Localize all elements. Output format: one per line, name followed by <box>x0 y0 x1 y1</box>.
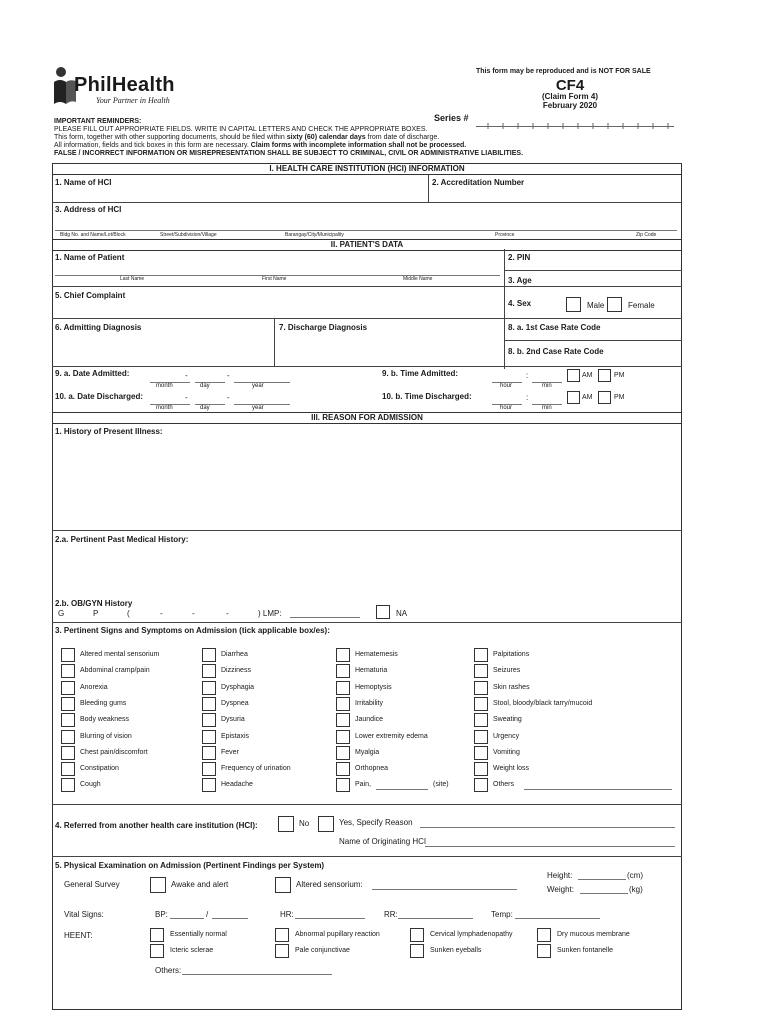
symptom-checkbox[interactable] <box>336 681 350 695</box>
year-caption: year <box>252 383 264 389</box>
heent-label-item: Pale conjunctivae <box>295 947 350 954</box>
male-checkbox[interactable] <box>566 297 581 312</box>
chief-complaint-field[interactable] <box>55 302 500 316</box>
bp-sep: / <box>206 910 209 919</box>
discharge-diagnosis-field[interactable] <box>279 334 501 364</box>
symptom-label: Urgency <box>493 732 520 740</box>
referred-no-checkbox[interactable] <box>278 816 294 832</box>
divider <box>428 175 429 202</box>
time-admitted-label: 9. b. Time Admitted: <box>382 369 459 378</box>
symptom-checkbox[interactable] <box>202 681 216 695</box>
symptom-checkbox[interactable] <box>61 664 75 678</box>
male-label: Male <box>587 301 605 310</box>
ob-dash: - <box>160 609 163 618</box>
addr-part-zip: Zip Code <box>636 232 657 238</box>
pain-site-field[interactable] <box>376 789 428 790</box>
section-1-title: I. HEALTH CARE INSTITUTION (HCI) INFORMATION <box>52 164 682 175</box>
time-admitted-field[interactable] <box>492 371 562 383</box>
temp-label: Temp: <box>491 910 513 919</box>
ob-lmp: ) LMP: <box>258 609 282 618</box>
divider <box>504 270 682 271</box>
height-field[interactable] <box>578 879 626 880</box>
brand-name: PhilHealth <box>74 74 175 96</box>
reason-field[interactable] <box>420 827 675 828</box>
symptom-checkbox[interactable] <box>336 697 350 711</box>
hci-name-field[interactable] <box>55 188 425 200</box>
symptom-label: Altered mental sensorium <box>80 651 160 658</box>
brand-tagline: Your Partner in Health <box>96 96 170 105</box>
weight-unit: (kg) <box>629 885 643 894</box>
section-3-title: III. REASON FOR ADMISSION <box>52 412 682 424</box>
accreditation-label: 2. Accreditation Number <box>432 178 525 187</box>
altered-field[interactable] <box>372 889 517 890</box>
time-discharged-label: 10. b. Time Discharged: <box>382 392 472 401</box>
symptom-label: Palpitations <box>493 651 530 658</box>
hci-address-field[interactable] <box>55 216 677 228</box>
date-admitted-label: 9. a. Date Admitted: <box>55 369 130 378</box>
symptom-checkbox[interactable] <box>474 730 488 744</box>
hr-label: HR: <box>280 910 294 919</box>
divider <box>52 286 682 287</box>
reminder-line-2c: from date of discharge. <box>365 134 440 141</box>
symptom-label: Orthopnea <box>355 765 389 773</box>
symptom-label: Dyspnea <box>221 699 249 707</box>
symptom-checkbox[interactable] <box>61 648 75 662</box>
symptom-checkbox[interactable] <box>61 713 75 727</box>
symptom-checkbox[interactable] <box>474 681 488 695</box>
divider <box>52 530 682 531</box>
pmh-label: 2.a. Pertinent Past Medical History: <box>55 535 189 544</box>
awake-checkbox[interactable] <box>150 877 166 893</box>
hci-name-label: 1. Name of HCI <box>55 178 112 187</box>
awake-label: Awake and alert <box>171 880 229 889</box>
discharge-diagnosis-label: 7. Discharge Diagnosis <box>279 323 368 332</box>
name-part-last: Last Name <box>120 276 145 282</box>
disch-pm-checkbox[interactable] <box>598 391 611 404</box>
form-name: (Claim Form 4) <box>541 92 598 101</box>
symptom-label: Seizures <box>493 667 521 675</box>
form-code: CF4 <box>555 77 585 94</box>
ob-paren: ( <box>127 609 130 618</box>
height-label: Height: <box>547 871 573 880</box>
pin-label: 2. PIN <box>508 253 531 262</box>
admitting-diagnosis-field[interactable] <box>55 334 271 364</box>
symptom-label: Chest pain/discomfort <box>80 748 148 756</box>
symptom-checkbox[interactable] <box>474 648 488 662</box>
symptom-label: Frequency of urination <box>221 765 291 773</box>
referred-yes-label: Yes, Specify Reason <box>339 818 413 827</box>
min-caption: min <box>542 383 552 389</box>
symptom-label: Hematuria <box>355 667 388 675</box>
symptom-checkbox[interactable] <box>202 762 216 776</box>
day-caption: day <box>200 405 210 411</box>
hour-caption: hour <box>500 383 513 389</box>
heent-others-label: Others: <box>155 966 182 975</box>
heent-label-item: Abnormal pupillary reaction <box>295 931 380 938</box>
day-caption: day <box>200 383 210 389</box>
reminders-title: IMPORTANT REMINDERS: <box>54 118 142 125</box>
symptom-label: Hematemesis <box>355 651 398 658</box>
symptom-checkbox[interactable] <box>336 778 350 792</box>
name-part-middle: Middle Name <box>403 276 433 282</box>
ob-p: P <box>93 609 99 618</box>
pin-field[interactable] <box>530 252 678 264</box>
year-caption: year <box>252 405 264 411</box>
first-case-rate-label: 8. a. 1st Case Rate Code <box>508 323 601 332</box>
section-2-title: II. PATIENT'S DATA <box>52 239 682 251</box>
sep: : <box>526 393 529 402</box>
min-caption: min <box>542 405 552 411</box>
symptom-label: Dizziness <box>221 667 251 675</box>
date-discharged-label: 10. a. Date Discharged: <box>55 392 144 401</box>
sep: - <box>185 371 188 380</box>
obgyn-label: 2.b. OB/GYN History <box>55 599 133 608</box>
symptom-label: Others <box>493 781 515 789</box>
series-number-field[interactable] <box>476 116 674 127</box>
symptom-checkbox[interactable] <box>202 697 216 711</box>
heent-others-field[interactable] <box>182 974 332 975</box>
symptom-label: Weight loss <box>493 765 530 773</box>
symptom-label: Anorexia <box>80 683 108 691</box>
symptom-checkbox[interactable] <box>202 746 216 760</box>
heent-label: HEENT: <box>64 931 93 940</box>
symptom-label: Lower extremity edema <box>355 732 428 740</box>
divider <box>52 622 682 623</box>
heent-checkbox[interactable] <box>275 944 289 958</box>
divider <box>274 318 275 366</box>
heent-checkbox[interactable] <box>150 928 164 942</box>
others-field[interactable] <box>524 789 672 790</box>
rr-label: RR: <box>384 910 398 919</box>
altered-checkbox[interactable] <box>275 877 291 893</box>
not-for-sale-notice: This form may be reproduced and is NOT FOR SALE <box>476 68 651 75</box>
age-label: 3. Age <box>508 276 532 285</box>
ob-na-label: NA <box>396 609 408 618</box>
address-underline <box>55 230 677 231</box>
symptom-label: Skin rashes <box>493 683 530 691</box>
symptom-label: Jaundice <box>355 716 384 724</box>
symptom-checkbox[interactable] <box>202 648 216 662</box>
referred-yes-checkbox[interactable] <box>318 816 334 832</box>
chief-complaint-label: 5. Chief Complaint <box>55 291 126 300</box>
sep: - <box>185 393 188 402</box>
symptom-checkbox[interactable] <box>336 648 350 662</box>
divider <box>52 318 682 319</box>
heent-label-item: Sunken fontanelle <box>557 947 614 954</box>
sep: : <box>526 371 529 380</box>
heent-label-item: Cervical lymphadenopathy <box>430 931 513 938</box>
date-discharged-field[interactable] <box>150 393 290 405</box>
heent-checkbox[interactable] <box>150 944 164 958</box>
disch-pm-label: PM <box>614 394 625 401</box>
symptom-checkbox[interactable] <box>61 730 75 744</box>
heent-label-item: Sunken eyeballs <box>430 947 482 954</box>
time-discharged-field[interactable] <box>492 393 562 405</box>
pe-label: 5. Physical Examination on Admission (Pertinent Findings per System) <box>55 861 325 870</box>
patient-name-field[interactable] <box>55 262 500 274</box>
heent-checkbox[interactable] <box>537 944 551 958</box>
form-date: February 2020 <box>542 101 598 110</box>
addr-part-street: Street/Subdivision/Village <box>160 232 217 238</box>
symptom-checkbox[interactable] <box>202 713 216 727</box>
divider <box>504 249 505 369</box>
divider <box>52 804 682 805</box>
accreditation-field[interactable] <box>432 188 678 200</box>
symptom-checkbox[interactable] <box>336 664 350 678</box>
symptom-checkbox[interactable] <box>202 664 216 678</box>
pmh-field[interactable] <box>55 546 677 594</box>
admit-am-checkbox[interactable] <box>567 369 580 382</box>
symptom-label: Body weakness <box>80 716 130 724</box>
bp-label: BP: <box>155 910 168 919</box>
addr-part-bldg: Bldg No. and Name/Lot/Block <box>60 232 126 238</box>
vital-signs-label: Vital Signs: <box>64 910 104 919</box>
female-label: Female <box>628 301 655 310</box>
symptom-label: Cough <box>80 781 101 789</box>
divider <box>52 856 682 857</box>
ob-dash: - <box>226 609 229 618</box>
admit-am-label: AM <box>582 372 593 379</box>
symptom-label: Irritability <box>355 699 384 707</box>
series-ticks <box>476 119 674 129</box>
heent-checkbox[interactable] <box>275 928 289 942</box>
symptom-label: Dysphagia <box>221 683 255 691</box>
symptom-checkbox[interactable] <box>202 778 216 792</box>
month-caption: month <box>156 383 173 389</box>
symptom-checkbox[interactable] <box>474 697 488 711</box>
heent-checkbox[interactable] <box>410 944 424 958</box>
disch-am-checkbox[interactable] <box>567 391 580 404</box>
sex-label: 4. Sex <box>508 299 532 308</box>
philhealth-logo <box>52 66 212 110</box>
originating-hci-field[interactable] <box>425 846 675 847</box>
admitting-diagnosis-label: 6. Admitting Diagnosis <box>55 323 142 332</box>
weight-field[interactable] <box>580 893 628 894</box>
reminder-line-2a: This form, together with other supporting documents, should be filed within <box>54 134 287 141</box>
symptom-checkbox[interactable] <box>202 730 216 744</box>
hr-field[interactable] <box>295 918 365 919</box>
sep: - <box>227 371 230 380</box>
symptom-checkbox[interactable] <box>474 746 488 760</box>
month-caption: month <box>156 405 173 411</box>
series-label: Series # <box>434 113 469 123</box>
admit-pm-label: PM <box>614 372 625 379</box>
patient-name-label: 1. Name of Patient <box>55 253 125 262</box>
date-admitted-field[interactable] <box>150 371 290 383</box>
symptom-checkbox[interactable] <box>474 778 488 792</box>
ob-dash: - <box>192 609 195 618</box>
symptom-checkbox[interactable] <box>336 730 350 744</box>
symptom-label: Sweating <box>493 716 522 724</box>
heent-label-item: Icteric sclerae <box>170 947 214 954</box>
temp-field[interactable] <box>515 918 600 919</box>
symptom-label: Epistaxis <box>221 732 250 740</box>
symptom-checkbox[interactable] <box>474 713 488 727</box>
symptom-label: Abdominal cramp/pain <box>80 667 150 675</box>
symptom-label: Pain, <box>355 781 371 789</box>
signs-label: 3. Pertinent Signs and Symptoms on Admission (tick applicable box/es): <box>55 626 330 635</box>
symptom-checkbox[interactable] <box>61 762 75 776</box>
symptom-label: Diarrhea <box>221 651 248 658</box>
reminder-line-2 <box>54 134 439 141</box>
symptom-label: Bleeding gums <box>80 699 127 707</box>
symptom-label: Headache <box>221 781 253 789</box>
rr-field[interactable] <box>398 918 473 919</box>
hci-address-label: 3. Address of HCI <box>55 205 122 214</box>
symptom-checkbox[interactable] <box>474 762 488 776</box>
reminder-line-4: FALSE / INCORRECT INFORMATION OR MISREPRESENTATION SHALL BE SUBJECT TO CRIMINAL, CIVIL OR ADMINISTRATIVE LIABILITIES. <box>54 150 524 157</box>
addr-part-province: Province <box>495 232 515 238</box>
hour-caption: hour <box>500 405 513 411</box>
heent-label-item: Essentially normal <box>170 931 227 938</box>
symptom-label: Stool, bloody/black tarry/mucoid <box>493 699 593 707</box>
symptom-label: Constipation <box>80 765 119 773</box>
name-part-first: First Name <box>262 276 287 282</box>
symptom-label: Vomiting <box>493 748 520 756</box>
ob-g: G <box>58 609 65 618</box>
heent-label-item: Dry mucous membrane <box>557 931 630 938</box>
symptom-label: Fever <box>221 748 239 756</box>
symptom-label: Blurring of vision <box>80 732 132 740</box>
symptom-label: Dysuria <box>221 716 245 724</box>
addr-part-barangay: Barangay/City/Municipality <box>285 232 344 238</box>
general-survey-label: General Survey <box>64 880 120 889</box>
symptom-checkbox[interactable] <box>61 746 75 760</box>
disch-am-label: AM <box>582 394 593 401</box>
reminder-line-3 <box>54 142 466 149</box>
symptom-checkbox[interactable] <box>61 681 75 695</box>
reminder-line-3b: Claim forms with incomplete information shall not be processed. <box>250 142 467 149</box>
reminder-line-2b: sixty (60) calendar days <box>286 134 366 141</box>
divider <box>504 340 682 341</box>
weight-label: Weight: <box>547 885 574 894</box>
reminder-line-1: PLEASE FILL OUT APPROPRIATE FIELDS. WRITE IN CAPITAL LETTERS AND CHECK THE APPROPRIATE BOXES. <box>54 126 428 133</box>
divider <box>52 366 682 367</box>
height-unit: (cm) <box>627 871 643 880</box>
female-checkbox[interactable] <box>607 297 622 312</box>
heent-checkbox[interactable] <box>410 928 424 942</box>
second-case-rate-label: 8. b. 2nd Case Rate Code <box>508 347 604 356</box>
referred-label: 4. Referred from another health care institution (HCI): <box>55 821 258 830</box>
symptom-label: Myalgia <box>355 748 380 756</box>
pain-site-label: (site) <box>433 781 449 789</box>
symptom-checkbox[interactable] <box>474 664 488 678</box>
admit-pm-checkbox[interactable] <box>598 369 611 382</box>
symptom-checkbox[interactable] <box>336 762 350 776</box>
lmp-field[interactable] <box>290 617 360 618</box>
symptom-checkbox[interactable] <box>336 713 350 727</box>
bp-diastolic-field[interactable] <box>212 918 248 919</box>
ob-na-checkbox[interactable] <box>376 605 390 619</box>
altered-label: Altered sensorium: <box>296 880 363 889</box>
sep: - <box>227 393 230 402</box>
referred-no-label: No <box>299 819 310 828</box>
divider <box>52 202 682 203</box>
originating-hci-label: Name of Originating HCI <box>339 837 427 846</box>
symptom-label: Hemoptysis <box>355 683 392 691</box>
hpi-field[interactable] <box>55 438 677 528</box>
symptom-checkbox[interactable] <box>336 746 350 760</box>
heent-checkbox[interactable] <box>537 928 551 942</box>
symptom-checkbox[interactable] <box>61 778 75 792</box>
hpi-label: 1. History of Present Illness: <box>55 427 163 436</box>
bp-systolic-field[interactable] <box>170 918 204 919</box>
symptom-checkbox[interactable] <box>61 697 75 711</box>
reminder-line-3a: All information, fields and tick boxes in this form are necessary. <box>54 142 251 149</box>
